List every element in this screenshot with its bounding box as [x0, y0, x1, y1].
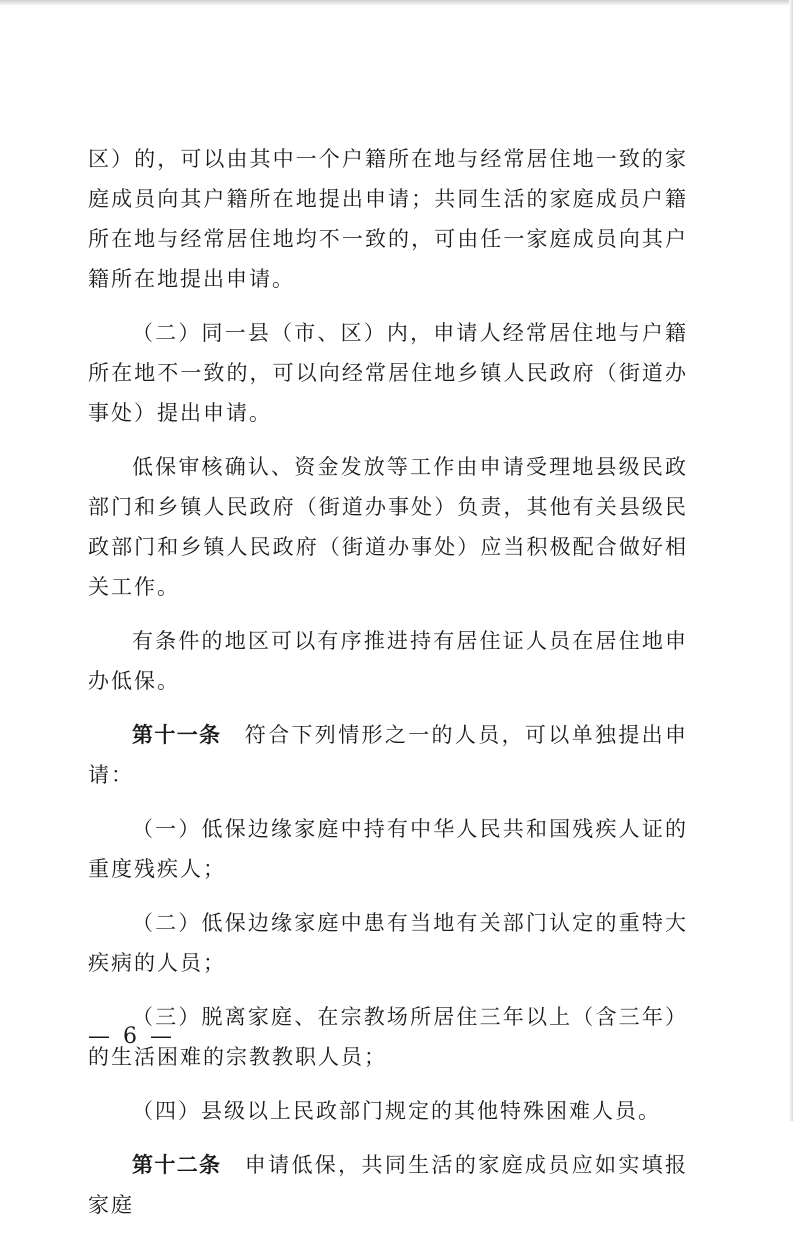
scan-edge-right [789, 0, 793, 1121]
paragraph-continuation [88, 139, 688, 299]
paragraph-item-2-local [88, 313, 688, 433]
paragraph-responsibility [88, 447, 688, 607]
paragraph-text: （二）低保边缘家庭中患有当地有关部门认定的重特大疾病的人员； [88, 911, 688, 975]
article-11-item-3 [88, 997, 688, 1077]
paragraph-text: （四）县级以上民政部门规定的其他特殊困难人员。 [132, 1099, 661, 1123]
paragraph-text: （三）脱离家庭、在宗教场所居住三年以上（含三年）的生活困难的宗教教职人员； [88, 1005, 688, 1069]
article-12 [88, 1145, 688, 1225]
paragraph-text: 申请低保，共同生活的家庭成员应如实填报家庭 [88, 1153, 689, 1217]
article-11-item-1 [88, 809, 688, 889]
paragraph-text: 符合下列情形之一的人员，可以单独提出申请： [88, 723, 689, 787]
article-11 [88, 715, 688, 795]
article-heading: 第十一条 [132, 722, 222, 747]
page-number: — 6 — [88, 1024, 175, 1049]
paragraph-text: （二）同一县（市、区）内，申请人经常居住地与户籍所在地不一致的，可以向经常居住地乡镇人民政府（街道办事处）提出申请。 [88, 321, 688, 425]
paragraph-text: 有条件的地区可以有序推进持有居住证人员在居住地申办低保。 [88, 629, 688, 693]
article-11-item-2 [88, 903, 688, 983]
article-11-item-4 [88, 1091, 688, 1131]
paragraph-text: 低保审核确认、资金发放等工作由申请受理地县级民政部门和乡镇人民政府（街道办事处）负责，其他有关县级民政部门和乡镇人民政府（街道办事处）应当积极配合做好相关工作。 [88, 455, 688, 599]
paragraph-text: 区）的，可以由其中一个户籍所在地与经常居住地一致的家庭成员向其户籍所在地提出申请；共同生活的家庭成员户籍所在地与经常居住地均不一致的，可由任一家庭成员向其户籍所在地提出申请。 [88, 147, 688, 291]
paragraph-text: （一）低保边缘家庭中持有中华人民共和国残疾人证的重度残疾人； [88, 817, 688, 881]
paragraph-residence-permit [88, 621, 688, 701]
document-body [88, 139, 688, 1239]
scan-edge-top [0, 0, 793, 6]
article-heading: 第十二条 [132, 1152, 222, 1177]
